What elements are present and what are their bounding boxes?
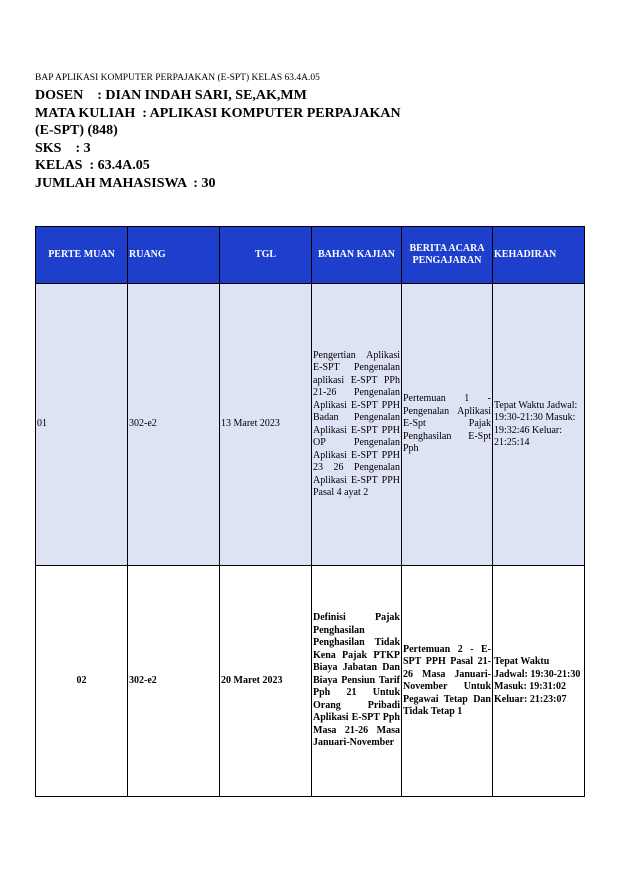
col-header-ruang: RUANG [128,227,220,284]
cell-tgl: 20 Maret 2023 [220,566,312,797]
dosen-line: DOSEN : DIAN INDAH SARI, SE,AK,MM [35,88,307,103]
table-row [36,284,585,566]
document-header [35,72,401,192]
col-header-pertemuan: PERTE MUAN [36,227,128,284]
table-row [36,566,585,797]
mata-kuliah-code: (E-SPT) (848) [35,123,118,138]
cell-bahan-kajian: Definisi Pajak Penghasilan Penghasilan Tidak Kena Pajak PTKP Biaya Jabatan Dan Biaya Pensiun Tarif Pph 21 Untuk Orang Pribadi Aplikasi E-SPT Pph Masa 21-26 Masa Januari-November [312,566,402,797]
table-header-row [36,227,585,284]
jumlah-mahasiswa-line: JUMLAH MAHASISWA : 30 [35,175,216,191]
bap-table [35,226,585,797]
cell-tgl: 13 Maret 2023 [220,284,312,566]
cell-pertemuan: 01 [36,284,128,566]
cell-pertemuan: 02 [36,566,128,797]
cell-kehadiran: Tepat Waktu Jadwal: 19:30-21:30 Masuk: 19:32:46 Keluar: 21:25:14 [493,284,585,566]
kelas-line: KELAS : 63.4A.05 [35,158,150,173]
cell-ruang: 302-e2 [128,284,220,566]
col-header-berita: BERITA ACARA PENGAJARAN [402,227,493,284]
cell-ruang: 302-e2 [128,566,220,797]
document-subtitle: BAP APLIKASI KOMPUTER PERPAJAKAN (E-SPT) KELAS 63.4A.05 [35,73,320,83]
cell-bahan-kajian: Pengertian Aplikasi E-SPT Pengenalan aplikasi E-SPT PPh 21-26 Pengenalan Aplikasi E-SPT PPH Badan Pengenalan Aplikasi E-SPT PPH OP Pengenalan Aplikasi E-SPT PPH 23 26 Pengenalan Aplikasi E-SPT PPH Pasal 4 ayat 2 [312,284,402,566]
col-header-bahan: BAHAN KAJIAN [312,227,402,284]
sks-line: SKS : 3 [35,140,91,156]
col-header-tgl: TGL [220,227,312,284]
cell-berita-acara: Pertemuan 1 - Pengenalan Aplikasi E-Spt Pajak Penghasilan E-Spt Pph [402,284,493,566]
mata-kuliah-line: MATA KULIAH : APLIKASI KOMPUTER PERPAJAKAN [35,105,401,121]
col-header-kehadiran: KEHADIRAN [493,227,585,284]
cell-kehadiran: Tepat Waktu Jadwal: 19:30-21:30 Masuk: 19:31:02 Keluar: 21:23:07 [493,566,585,797]
cell-berita-acara: Pertemuan 2 - E-SPT PPH Pasal 21-26 Masa Januari-November Untuk Pegawai Tetap Dan Tidak Tetap 1 [402,566,493,797]
